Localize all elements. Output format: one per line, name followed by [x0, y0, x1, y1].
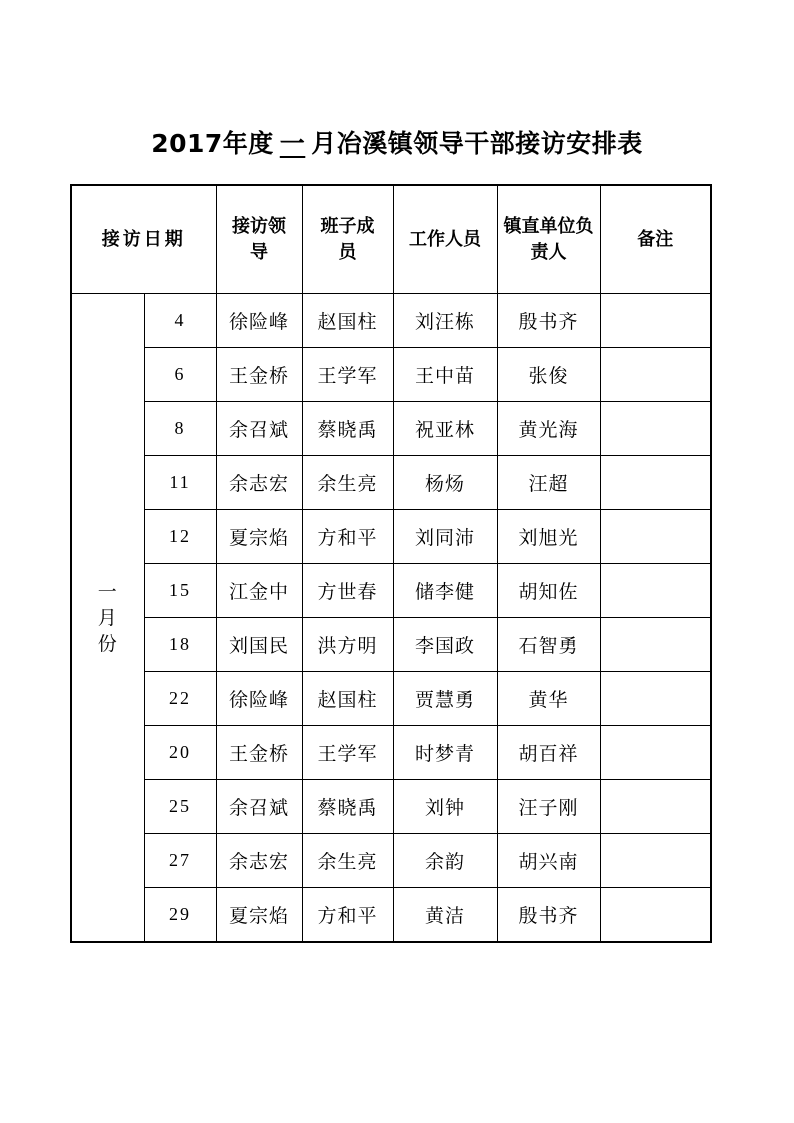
unit-cell: 殷书齐 [497, 294, 600, 348]
staff-cell: 时梦青 [393, 726, 497, 780]
day-cell: 27 [144, 834, 216, 888]
member-cell: 方和平 [302, 510, 393, 564]
staff-cell: 李国政 [393, 618, 497, 672]
header-leader: 接访领导 [216, 185, 302, 294]
unit-cell: 汪超 [497, 456, 600, 510]
header-row [71, 185, 711, 294]
table-row [71, 888, 711, 943]
unit-cell: 石智勇 [497, 618, 600, 672]
day-cell: 29 [144, 888, 216, 943]
leader-cell: 夏宗焰 [216, 510, 302, 564]
day-cell: 8 [144, 402, 216, 456]
table-row [71, 294, 711, 348]
table-row [71, 510, 711, 564]
member-cell: 赵国柱 [302, 672, 393, 726]
table-row [71, 456, 711, 510]
note-cell [600, 618, 711, 672]
member-cell: 王学军 [302, 348, 393, 402]
unit-cell: 张俊 [497, 348, 600, 402]
header-date: 接访日期 [71, 185, 216, 294]
unit-cell: 胡百祥 [497, 726, 600, 780]
leader-cell: 夏宗焰 [216, 888, 302, 943]
header-note: 备注 [600, 185, 711, 294]
header-member: 班子成员 [302, 185, 393, 294]
day-cell: 20 [144, 726, 216, 780]
table-row [71, 672, 711, 726]
day-cell: 6 [144, 348, 216, 402]
leader-cell: 王金桥 [216, 348, 302, 402]
member-cell: 洪方明 [302, 618, 393, 672]
staff-cell: 杨炀 [393, 456, 497, 510]
note-cell [600, 510, 711, 564]
staff-cell: 王中苗 [393, 348, 497, 402]
page-title [0, 124, 794, 160]
member-cell: 蔡晓禹 [302, 780, 393, 834]
leader-cell: 刘国民 [216, 618, 302, 672]
table-row [71, 834, 711, 888]
leader-cell: 徐险峰 [216, 672, 302, 726]
day-cell: 15 [144, 564, 216, 618]
month-cell [71, 294, 144, 943]
table-row [71, 564, 711, 618]
note-cell [600, 402, 711, 456]
unit-cell: 黄华 [497, 672, 600, 726]
note-cell [600, 294, 711, 348]
leader-cell: 余召斌 [216, 780, 302, 834]
member-cell: 余生亮 [302, 834, 393, 888]
staff-cell: 刘同沛 [393, 510, 497, 564]
staff-cell: 黄洁 [393, 888, 497, 943]
reception-schedule-table [70, 184, 712, 943]
table-row [71, 726, 711, 780]
title-suffix: 月冶溪镇领导干部接访安排表 [311, 129, 643, 158]
title-month-blank: 一 [279, 129, 306, 158]
leader-cell: 王金桥 [216, 726, 302, 780]
note-cell [600, 672, 711, 726]
member-cell: 方和平 [302, 888, 393, 943]
staff-cell: 余韵 [393, 834, 497, 888]
member-cell: 蔡晓禹 [302, 402, 393, 456]
note-cell [600, 888, 711, 943]
leader-cell: 江金中 [216, 564, 302, 618]
leader-cell: 余志宏 [216, 834, 302, 888]
table-row [71, 402, 711, 456]
table-row [71, 618, 711, 672]
day-cell: 22 [144, 672, 216, 726]
staff-cell: 刘钟 [393, 780, 497, 834]
member-cell: 王学军 [302, 726, 393, 780]
header-staff: 工作人员 [393, 185, 497, 294]
member-cell: 余生亮 [302, 456, 393, 510]
staff-cell: 贾慧勇 [393, 672, 497, 726]
member-cell: 方世春 [302, 564, 393, 618]
table-row [71, 348, 711, 402]
unit-cell: 殷书齐 [497, 888, 600, 943]
day-cell: 4 [144, 294, 216, 348]
note-cell [600, 348, 711, 402]
title-prefix: 2017年度 [151, 129, 274, 158]
day-cell: 25 [144, 780, 216, 834]
leader-cell: 余召斌 [216, 402, 302, 456]
day-cell: 11 [144, 456, 216, 510]
unit-cell: 胡知佐 [497, 564, 600, 618]
unit-cell: 胡兴南 [497, 834, 600, 888]
staff-cell: 刘汪栋 [393, 294, 497, 348]
unit-cell: 刘旭光 [497, 510, 600, 564]
header-unit: 镇直单位负责人 [497, 185, 600, 294]
unit-cell: 黄光海 [497, 402, 600, 456]
staff-cell: 储李健 [393, 564, 497, 618]
unit-cell: 汪子刚 [497, 780, 600, 834]
leader-cell: 余志宏 [216, 456, 302, 510]
member-cell: 赵国柱 [302, 294, 393, 348]
table-row [71, 780, 711, 834]
note-cell [600, 726, 711, 780]
day-cell: 18 [144, 618, 216, 672]
month-label: 一月份 [97, 580, 118, 655]
note-cell [600, 834, 711, 888]
note-cell [600, 780, 711, 834]
leader-cell: 徐险峰 [216, 294, 302, 348]
note-cell [600, 456, 711, 510]
note-cell [600, 564, 711, 618]
staff-cell: 祝亚林 [393, 402, 497, 456]
day-cell: 12 [144, 510, 216, 564]
